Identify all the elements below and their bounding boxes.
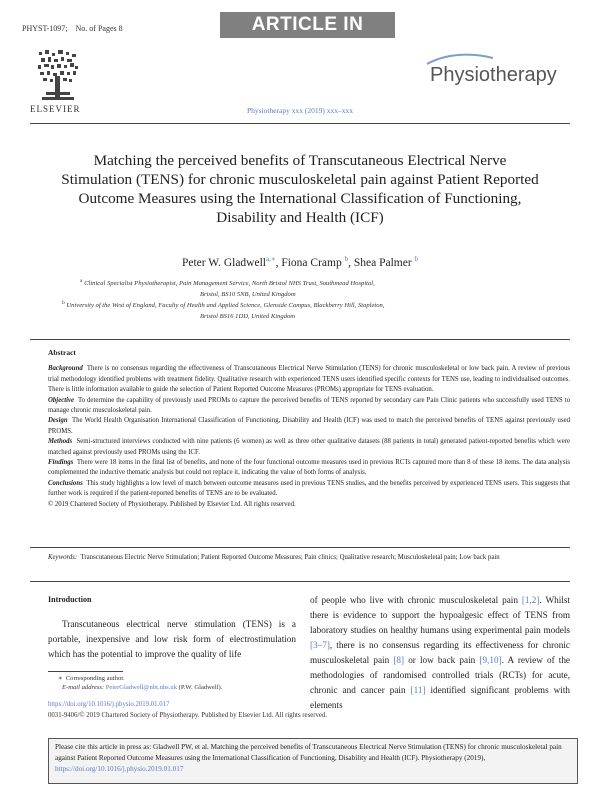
journal-name: Physiotherapy [430, 64, 557, 86]
abstract-heading: Abstract [48, 348, 76, 357]
doi-link[interactable]: https://doi.org/10.1016/j.physio.2019.01.017 [48, 701, 170, 708]
keywords-divider [30, 547, 570, 548]
citation-link[interactable]: [1,2] [521, 595, 540, 605]
publisher-name: ELSEVIER [30, 104, 81, 114]
citation-link[interactable]: [8] [393, 655, 405, 665]
journal-reference[interactable]: Physiotherapy xxx (2019) xxx–xxx [246, 106, 354, 115]
article-code: PHYST-1097; [22, 24, 68, 33]
citation-doi-link[interactable]: https://doi.org/10.1016/j.physio.2019.01.017 [55, 765, 184, 774]
page-count: No. of Pages 8 [75, 24, 123, 33]
article-title: Matching the perceived benefits of Transcutaneous Electrical Nerve Stimulation (TENS) for chronic musculoskeletal pain against Patient Reported Outcome Measures using the International Classification of Functioning, Disability and Health (ICF) [61, 152, 539, 226]
email-note: E-mail address: PeterGladwell@nbt.nhs.uk (P.W. Gladwell). [62, 684, 223, 691]
intro-left-column: Transcutaneous electrical nerve stimulation (TENS) is a portable, inexpensive and low risk form of electrostimulation which has the potential to improve the quality of life [48, 619, 296, 659]
footnote-rule [48, 671, 123, 672]
affiliation-b: $^b$ University of the West of England, Faculty of Health and Applied Science, Glenside Campus, Blackberry Hill, Stapleton, Bristol BS16 1DD, United Kingdom [62, 300, 385, 321]
keywords: Keywords: Transcutaneous Electric Nerve Stimulation; Patient Reported Outcome Measures; Pain clinics; Qualitative research; Musculoskeletal pain; Low back pain [48, 554, 500, 561]
affiliation-a: $^a$ Clinical Specialist Physiotherapist, Pain Management Service, North Bristol NHS Trust, Southmead Hospital, Bristol, BS10 5NB, United Kingdom [80, 278, 375, 299]
email-link[interactable]: PeterGladwell@nbt.nhs.uk [105, 684, 177, 691]
abstract-conclusions: Conclusions This study highlights a low level of match between outcome measures used in previous TENS studies, and the benefits perceived by experienced TENS users. This suggests that further work is required if the patient-reported benefits of TENS are to be evaluated. [48, 479, 570, 498]
journal-logo [430, 64, 557, 87]
citation-link[interactable]: [11] [410, 685, 426, 695]
body-divider [30, 581, 570, 582]
abstract-copyright: © 2019 Chartered Society of Physiotherapy. Published by Elsevier Ltd. All rights reserved. [48, 500, 296, 508]
article-in-press-banner: ARTICLE IN PRESS [220, 12, 395, 38]
author-3[interactable]: Shea Palmer $^b$ [353, 255, 419, 269]
header-divider [30, 123, 570, 124]
abstract-background: Background There is no consensus regarding the effectiveness of Transcutaneous Electrical Nerve Stimulation (TENS) for chronic musculoskeletal or low back pain. A review of previous trial methodology identified problems with treatment fidelity. Qualitative research with experienced TENS users identified specific contexts for TENS use, leading to individualised outcomes. There is little information available to guide the selection of Patient Reported Outcome Measures (PROMs) appropriate for TENS evaluation. [48, 365, 570, 394]
introduction-heading: Introduction [48, 595, 92, 604]
citation-link[interactable]: [9,10] [479, 655, 502, 665]
author-1[interactable]: Peter W. Gladwell$^{a,∗}$, [181, 255, 282, 269]
citation-link[interactable]: [3–7] [310, 640, 330, 650]
abstract-objective: Objective To determine the capability of previously used PROMs to capture the perceived benefits of TENS reported by secondary care Pain Clinic patients who successfully used TENS to manage chronic musculoskeletal pain. [48, 396, 571, 415]
abstract-methods: Methods Semi-structured interviews conducted with nine patients (6 women) as well as three other qualitative datasets (88 patients in total) generated patient-reported benefits which were matched against previously used PROMs using the ICF. [48, 438, 571, 456]
issn-copyright: 0031-9406/© 2019 Chartered Society of Physiotherapy. Published by Elsevier Ltd. All rights reserved. [48, 712, 328, 719]
citation-box: Please cite this article in press as: Gladwell PW, et al. Matching the perceived benefits of Transcutaneous Electrical Nerve Stimulation (TENS) for chronic musculoskeletal pain against Patient Reported Outcome Measures using the International Classification of Functioning, Disability and Health (ICF). Physiotherapy (2019), https://doi.org/10.1016/j.physio.2019.01.017 [48, 738, 578, 784]
author-2[interactable]: Fiona Cramp $^b$, [281, 255, 354, 269]
author-list [0, 255, 600, 269]
elsevier-tree-logo [36, 48, 80, 104]
abstract-findings: Findings There were 18 items in the final list of benefits, and none of the four functional outcome measures used in previous RCTs captured more than 8 of these 18 items. The data analysis complemented the inductive thematic analysis but could not replace it, indicating the value of both forms of analysis. [48, 459, 570, 477]
corresponding-note: ∗ Corresponding author. [58, 675, 125, 682]
intro-right-column: of people who live with chronic musculoskeletal pain [1,2]. Whilst there is evidence to support the hypoalgesic effect of TENS from laboratory studies on healthy humans using experimental pain models [3–7], there is no consensus regarding its effectiveness for chronic musculoskeletal pain [8] or low back pain [9,10]. A review of the methodologies of randomised controlled trials (RCTs) for acute, chronic and cancer pain [11] identified significant problems with elements [310, 595, 571, 710]
abstract-top-divider [30, 339, 570, 340]
journal-swoosh-icon [425, 52, 495, 66]
article-code-line [22, 24, 123, 33]
abstract [48, 348, 570, 510]
abstract-design: Design The World Health Organisation International Classification of Functioning, Disability and Health (ICF) was used to match the perceived benefits of TENS against previously used PROMS. [48, 417, 571, 435]
